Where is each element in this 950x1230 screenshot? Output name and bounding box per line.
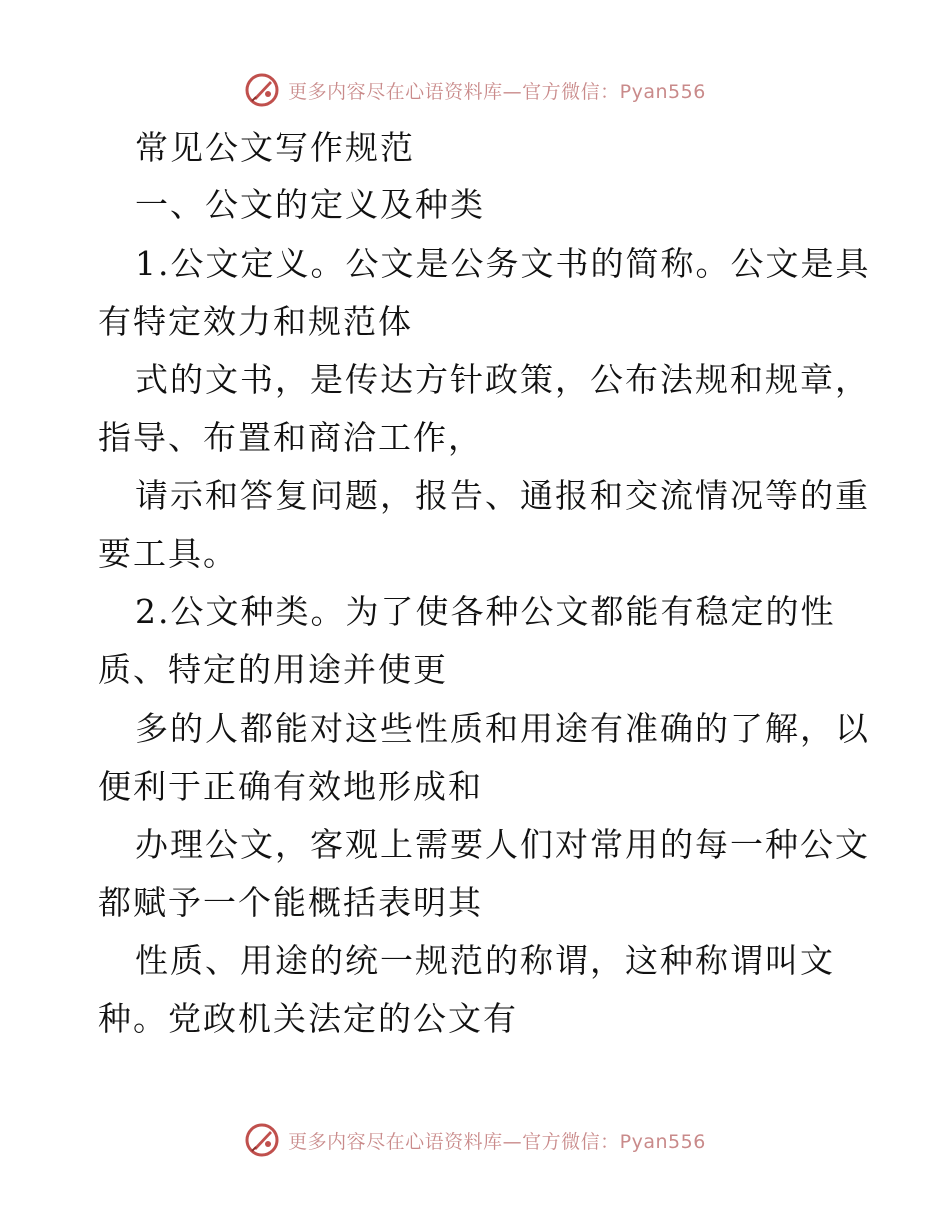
section-heading: 一、公文的定义及种类 bbox=[135, 185, 485, 224]
footer-watermark-banner bbox=[0, 1120, 950, 1160]
header-watermark-text: 更多内容尽在心语资料库—官方微信：Pyan556 bbox=[288, 80, 706, 103]
text-line: 1.公文定义。公文是公务文书的简称。公文是具 bbox=[135, 244, 871, 283]
text-line: 都赋予一个能概括表明其 bbox=[98, 883, 483, 922]
document-title: 常见公文写作规范 bbox=[135, 128, 415, 167]
text-line: 要工具。 bbox=[98, 534, 238, 573]
text-line: 质、特定的用途并使更 bbox=[98, 650, 448, 689]
quill-pen-logo-icon bbox=[244, 72, 280, 108]
text-line: 2.公文种类。为了使各种公文都能有稳定的性 bbox=[135, 592, 836, 631]
text-line: 指导、布置和商洽工作， bbox=[98, 418, 483, 457]
text-line: 多的人都能对这些性质和用途有准确的了解，以 bbox=[135, 709, 870, 748]
text-line: 便利于正确有效地形成和 bbox=[98, 767, 483, 806]
text-line: 请示和答复问题，报告、通报和交流情况等的重 bbox=[135, 476, 870, 515]
text-line: 性质、用途的统一规范的称谓，这种称谓叫文 bbox=[135, 941, 835, 980]
text-line: 式的文书，是传达方针政策，公布法规和规章， bbox=[135, 360, 870, 399]
quill-pen-logo-icon bbox=[244, 1122, 280, 1158]
footer-watermark-text: 更多内容尽在心语资料库—官方微信：Pyan556 bbox=[288, 1130, 706, 1153]
text-line: 办理公文，客观上需要人们对常用的每一种公文 bbox=[135, 825, 870, 864]
header-watermark-banner bbox=[0, 70, 950, 110]
text-line: 种。党政机关法定的公文有 bbox=[98, 999, 518, 1038]
text-line: 有特定效力和规范体 bbox=[98, 302, 413, 341]
